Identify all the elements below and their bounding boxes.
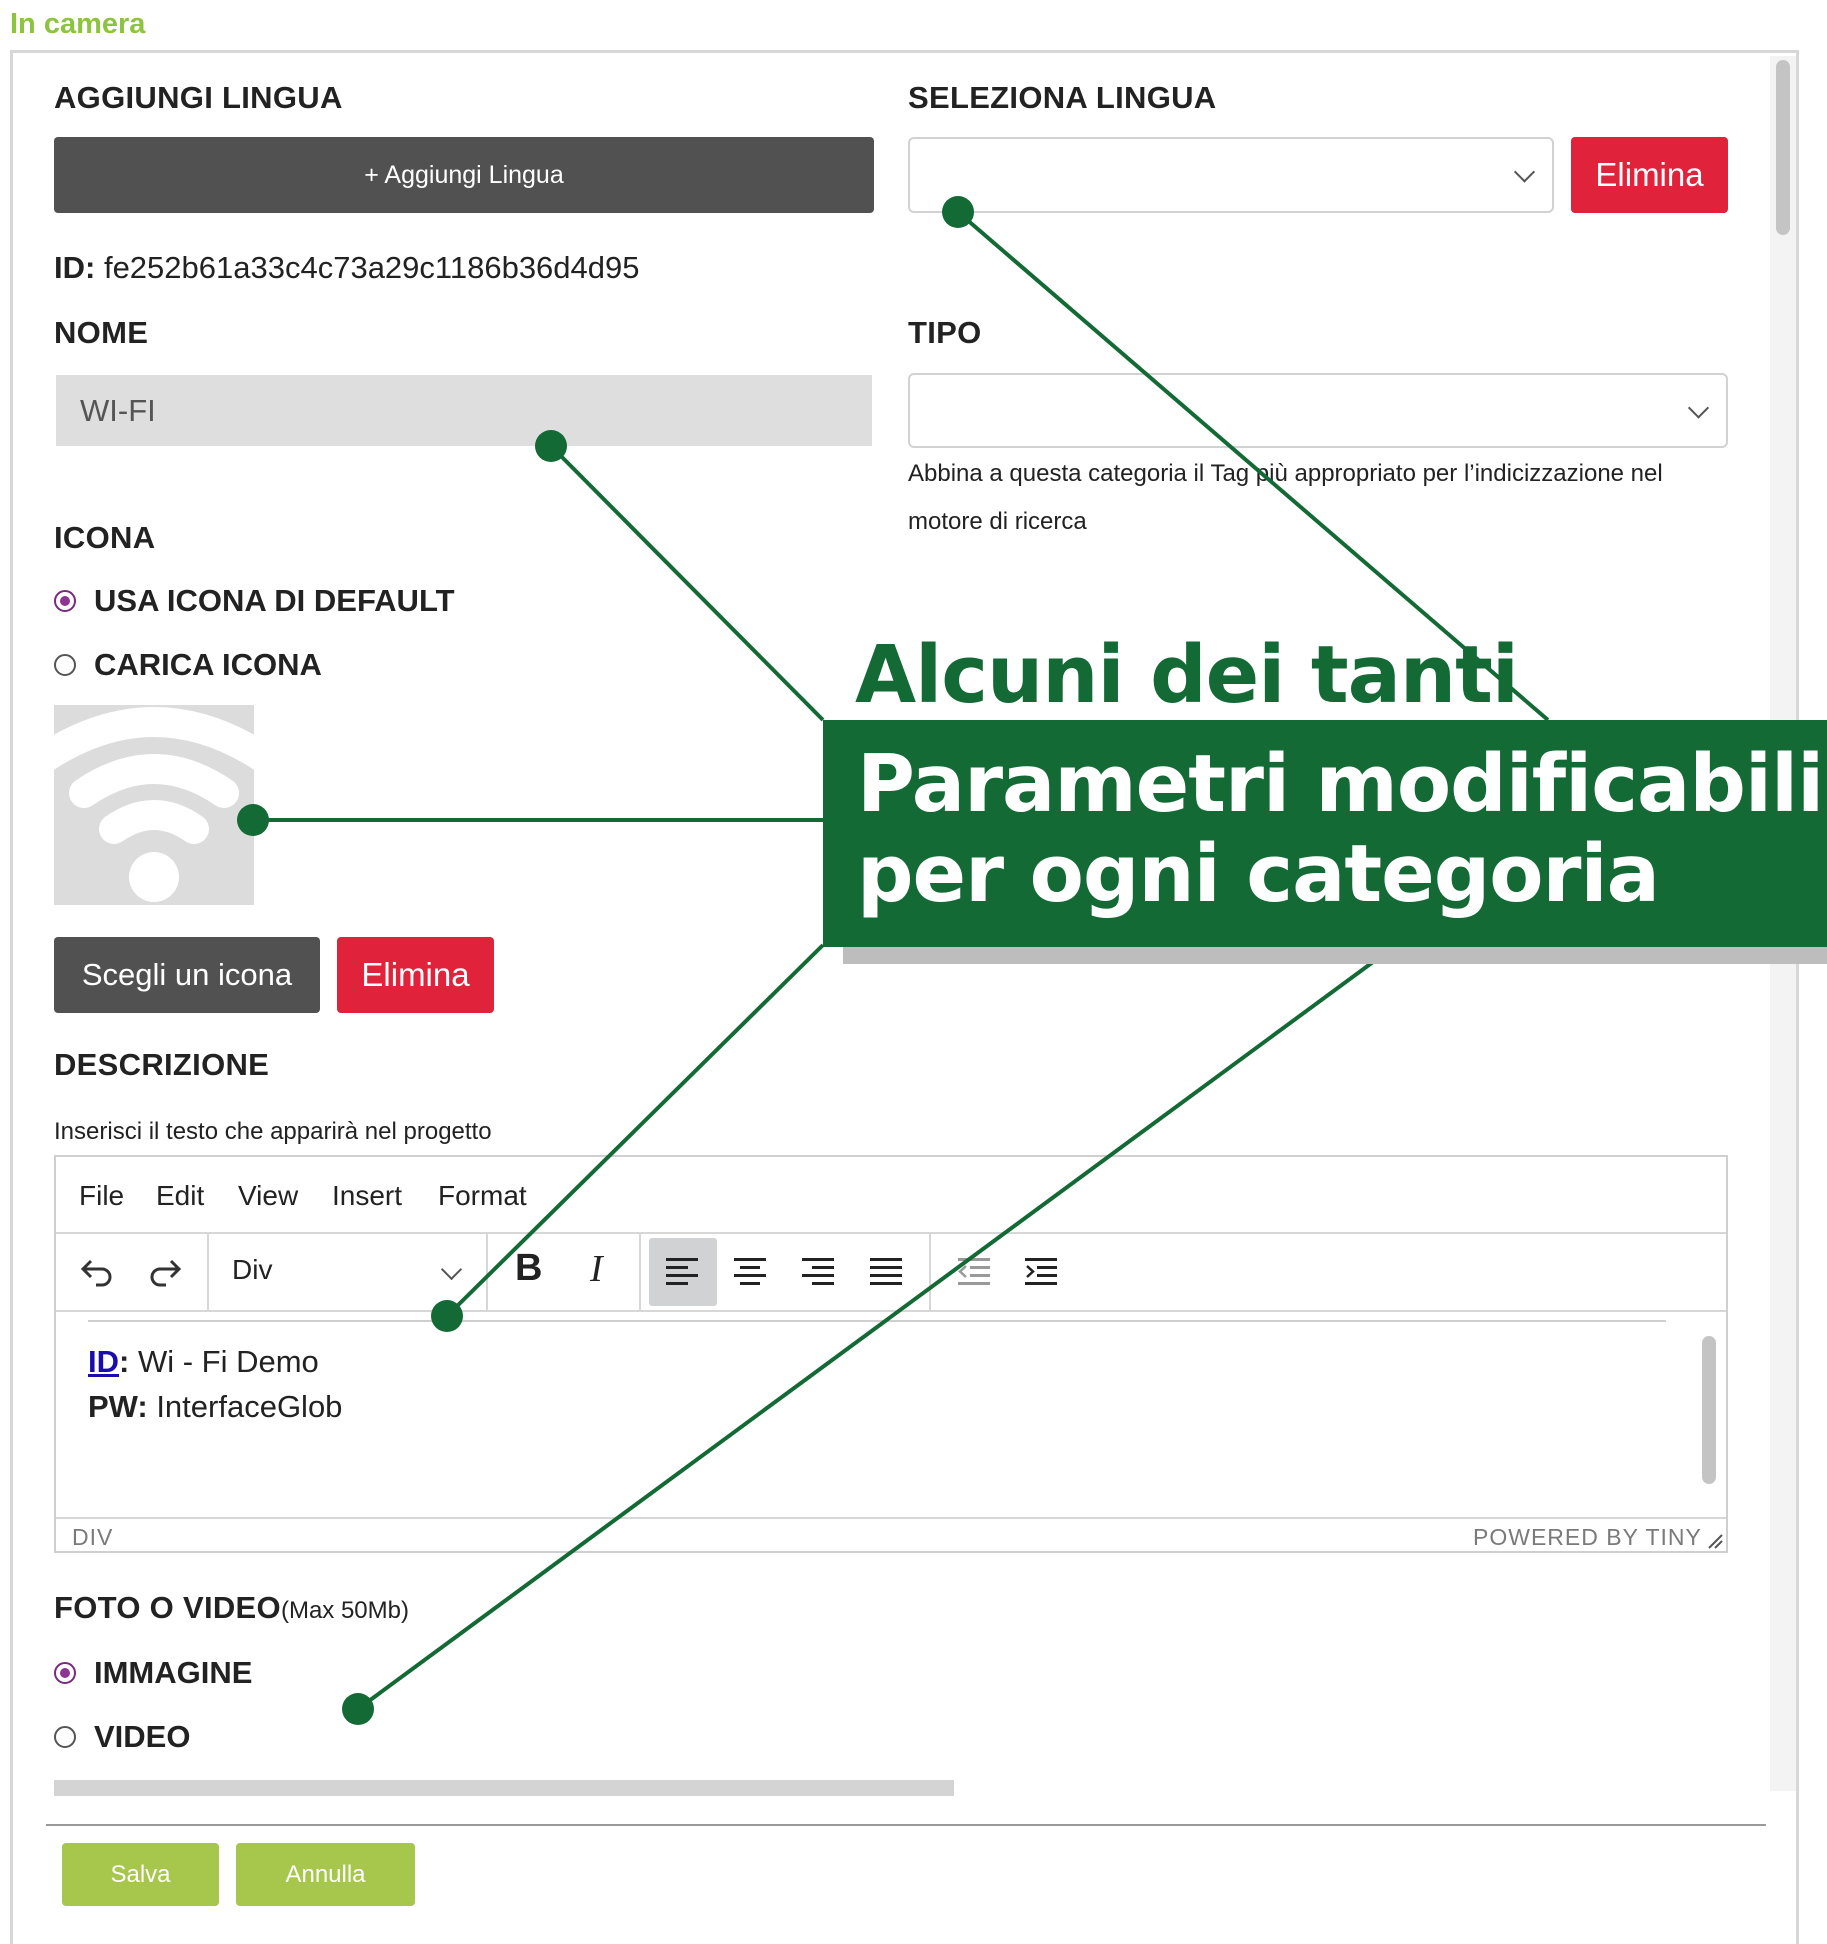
menu-file[interactable]: File: [79, 1180, 125, 1211]
seleziona-lingua-label: SELEZIONA LINGUA: [908, 80, 1217, 115]
editor-id-value: Wi - Fi Demo: [129, 1344, 319, 1379]
italic-icon[interactable]: I: [590, 1248, 603, 1290]
block-format-select[interactable]: Div: [232, 1254, 273, 1285]
description-help: Inserisci il testo che apparirà nel progetto: [54, 1118, 492, 1145]
radio-default-icon-label[interactable]: USA ICONA DI DEFAULT: [94, 583, 455, 618]
editor-id-colon: :: [119, 1344, 130, 1379]
tipo-label: TIPO: [908, 315, 982, 350]
foto-video-sublabel: (Max 50Mb): [280, 1597, 409, 1624]
add-language-button[interactable]: + Aggiungi Lingua: [54, 137, 874, 213]
radio-image-label[interactable]: IMMAGINE: [94, 1655, 253, 1690]
choose-icon-button[interactable]: Scegli un icona: [54, 937, 320, 1013]
editor-status-path[interactable]: DIV: [72, 1524, 114, 1550]
type-help-line1: Abbina a questa categoria il Tag più appropriato per l’indicizzazione nel: [908, 460, 1663, 487]
id-label: ID:: [54, 250, 96, 285]
editor-id-link[interactable]: ID: [88, 1344, 119, 1379]
cancel-button[interactable]: Annulla: [236, 1843, 415, 1906]
menu-edit[interactable]: Edit: [156, 1180, 205, 1211]
editor-pw-value: InterfaceGlob: [147, 1389, 343, 1424]
editor-pw-label: PW:: [88, 1389, 148, 1424]
menu-insert[interactable]: Insert: [332, 1180, 403, 1211]
menu-format[interactable]: Format: [438, 1180, 527, 1211]
save-button[interactable]: Salva: [62, 1843, 219, 1906]
aggiungi-lingua-label: AGGIUNGI LINGUA: [54, 80, 343, 115]
delete-language-button[interactable]: Elimina: [1571, 137, 1728, 213]
callout-shadow: [843, 947, 1827, 964]
callout-line1: Parametri modificabili: [857, 738, 1824, 830]
callout-heading: Alcuni dei tanti: [855, 629, 1518, 721]
type-help-line2: motore di ricerca: [908, 508, 1087, 535]
nome-label: NOME: [54, 315, 149, 350]
icona-label: ICONA: [54, 520, 156, 555]
menu-view[interactable]: View: [238, 1180, 299, 1211]
descrizione-label: DESCRIZIONE: [54, 1047, 270, 1082]
callout-line2: per ogni categoria: [857, 828, 1659, 920]
delete-icon-button[interactable]: Elimina: [337, 937, 494, 1013]
bold-icon[interactable]: B: [515, 1247, 543, 1289]
page-title: In camera: [10, 8, 146, 40]
foto-video-label: FOTO O VIDEO: [54, 1590, 281, 1625]
powered-by-tiny-link[interactable]: POWERED BY TINY: [1473, 1524, 1702, 1550]
radio-video-label[interactable]: VIDEO: [94, 1719, 191, 1754]
radio-upload-icon-label[interactable]: CARICA ICONA: [94, 647, 322, 682]
name-input[interactable]: WI-FI: [56, 375, 872, 446]
id-value: fe252b61a33c4c73a29c1186b36d4d95: [103, 250, 640, 285]
